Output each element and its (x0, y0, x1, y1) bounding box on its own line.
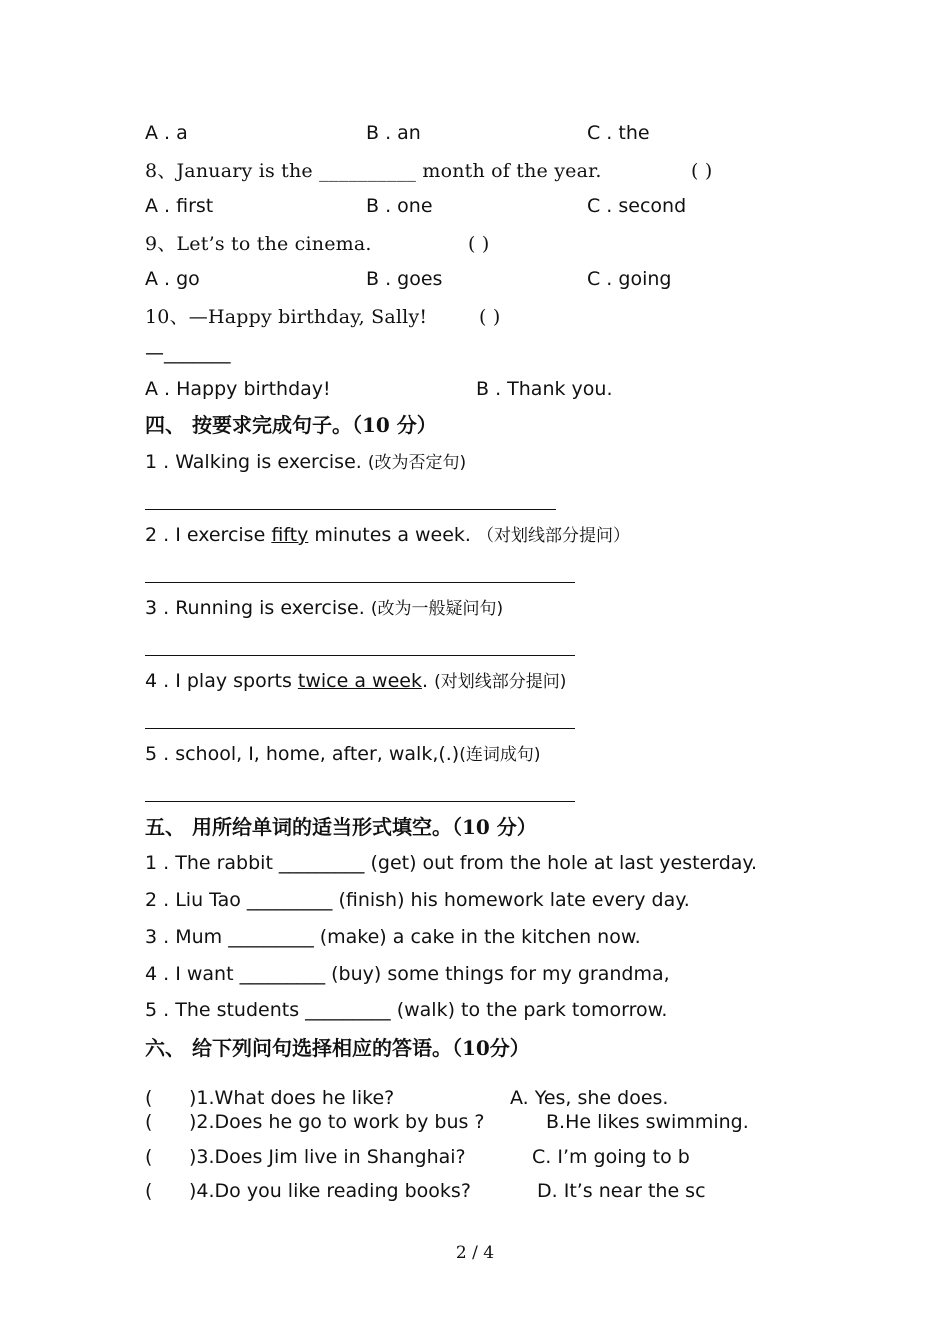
q10-option-b: B . Thank you. (476, 378, 613, 400)
section4-item-5: 5 . school, I, home, after, walk,(.)(连词成句) (145, 743, 541, 765)
answer-line (145, 728, 575, 729)
answer-line (145, 801, 575, 802)
q10-reply-blank: —_______ (145, 342, 231, 364)
match-paren: ( (145, 1087, 153, 1109)
match-answer-a: A. Yes, she does. (510, 1087, 669, 1109)
q8-text: 8、January is the __________ month of the year. (145, 160, 602, 182)
match-answer-b: B.He likes swimming. (546, 1111, 749, 1133)
q9-option-b: B . goes (366, 268, 443, 290)
q10-text: 10、—Happy birthday, Sally! (145, 306, 428, 328)
match-paren: ( (145, 1111, 153, 1133)
section5-item-1: 1 . The rabbit _________ (get) out from the hole at last yesterday. (145, 852, 758, 874)
q10-option-a: A . Happy birthday! (145, 378, 331, 400)
underlined-phrase: twice a week (297, 670, 422, 692)
match-answer-c: C. I’m going to b (532, 1146, 690, 1168)
match-question-2: )2.Does he go to work by bus ? (189, 1111, 485, 1133)
match-question-3: )3.Does Jim live in Shanghai? (189, 1146, 466, 1168)
section5-item-3: 3 . Mum _________ (make) a cake in the kitchen now. (145, 926, 641, 948)
q8-option-a: A . first (145, 195, 214, 217)
section5-item-5: 5 . The students _________ (walk) to the park tomorrow. (145, 999, 668, 1021)
underlined-phrase: fifty (271, 524, 309, 546)
section5-heading: 五、 用所给单词的适当形式填空。（10 分） (145, 815, 537, 839)
q7-option-b: B . an (366, 122, 421, 144)
section4-item-2: 2 . I exercise fifty minutes a week. （对划线部分提问） (145, 524, 631, 546)
q8-option-c: C . second (587, 195, 687, 217)
q9-answer-paren: ( ) (468, 233, 490, 255)
match-question-4: )4.Do you like reading books? (189, 1180, 471, 1202)
q9-option-c: C . going (587, 268, 672, 290)
section6-heading: 六、 给下列问句选择相应的答语。（10分） (145, 1036, 530, 1060)
page-number: 2 / 4 (455, 1243, 495, 1263)
match-question-1: )1.What does he like? (189, 1087, 395, 1109)
match-paren: ( (145, 1146, 153, 1168)
answer-line (145, 655, 575, 656)
q7-option-a: A . a (145, 122, 188, 144)
section5-item-2: 2 . Liu Tao _________ (finish) his homework late every day. (145, 889, 690, 911)
q9-text: 9、Let’s to the cinema. (145, 233, 372, 255)
section4-item-4: 4 . I play sports twice a week. (对划线部分提问) (145, 670, 567, 692)
section5-item-4: 4 . I want _________ (buy) some things for my grandma, (145, 963, 670, 985)
q10-answer-paren: ( ) (479, 306, 501, 328)
section4-item-1: 1 . Walking is exercise. (改为否定句) (145, 451, 467, 473)
section4-item-3: 3 . Running is exercise. (改为一般疑问句) (145, 597, 504, 619)
match-paren: ( (145, 1180, 153, 1202)
q8-answer-paren: ( ) (691, 160, 713, 182)
match-answer-d: D. It’s near the sc (537, 1180, 706, 1202)
answer-line (145, 509, 556, 510)
answer-line (145, 582, 575, 583)
q7-option-c: C . the (587, 122, 650, 144)
q9-option-a: A . go (145, 268, 200, 290)
section4-heading: 四、 按要求完成句子。（10 分） (145, 413, 437, 437)
q8-option-b: B . one (366, 195, 433, 217)
